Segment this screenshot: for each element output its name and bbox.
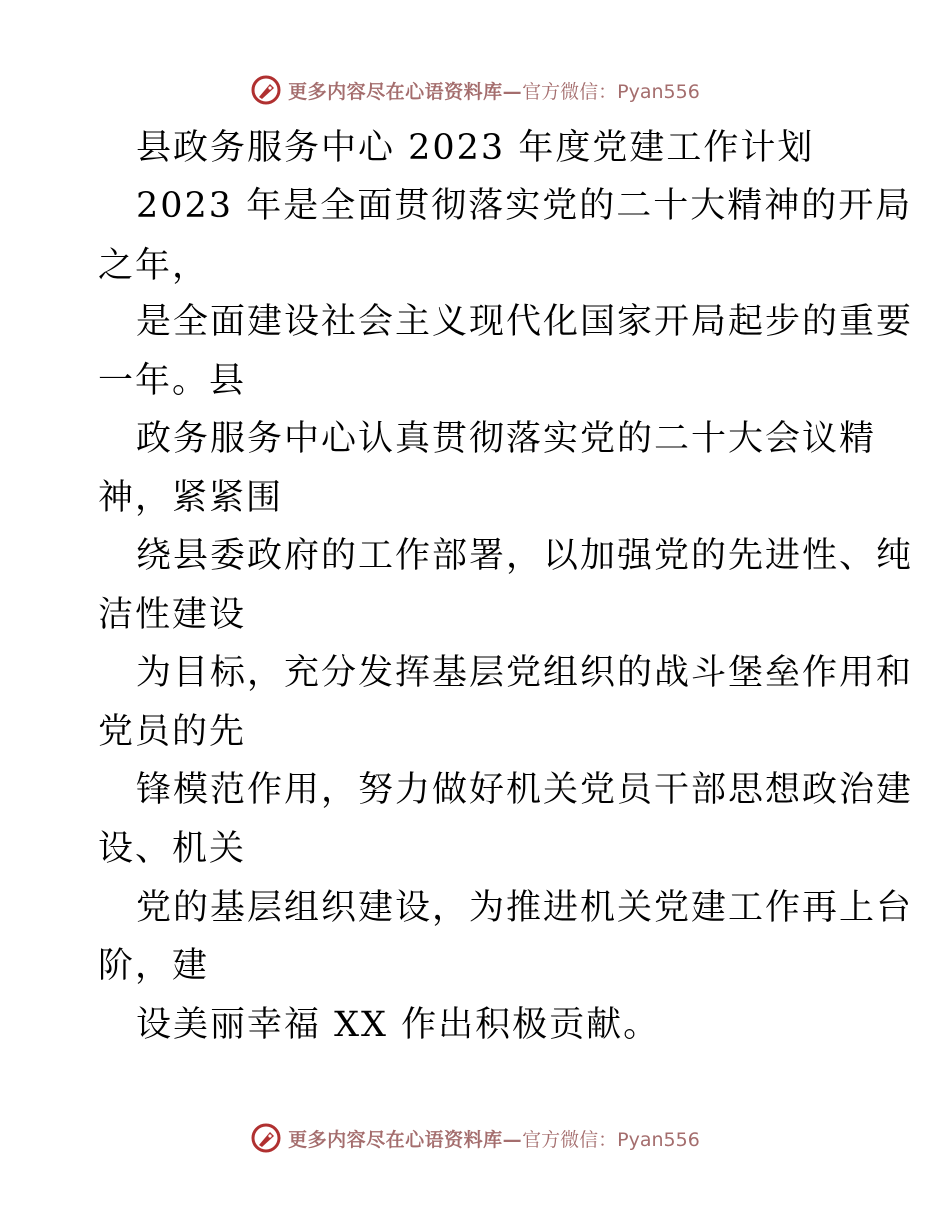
watermark-text: 更多内容尽在心语资料库—: [288, 80, 523, 103]
paragraph-line: 政务服务中心认真贯彻落实党的二十大会议精: [136, 419, 877, 459]
watermark-text: 更多内容尽在心语资料库—: [288, 1128, 523, 1151]
pen-nib-logo-icon: [250, 74, 282, 106]
paragraph-line: 锋模范作用，努力做好机关党员干部思想政治建: [136, 770, 914, 810]
paragraph-line: 一年。县: [98, 361, 247, 401]
header-watermark: [0, 70, 950, 110]
paragraph-line: 是全面建设社会主义现代化国家开局起步的重要: [136, 302, 914, 342]
pen-nib-logo-icon: [250, 1122, 282, 1154]
paragraph-line: 设美丽幸福 XX 作出积极贡献。: [136, 1005, 661, 1045]
paragraph-line: 设、机关: [98, 829, 247, 869]
footer-watermark: [0, 1118, 950, 1158]
paragraph-line: 党的基层组织建设，为推进机关党建工作再上台: [136, 888, 914, 928]
paragraph-line: 阶，建: [98, 946, 210, 986]
paragraph-line: 之年，: [98, 246, 210, 286]
watermark-wechat: 官方微信：Pyan556: [522, 80, 700, 103]
paragraph-line: 2023 年是全面贯彻落实党的二十大精神的开局: [136, 186, 913, 226]
document-title: 县政务服务中心 2023 年度党建工作计划: [136, 128, 815, 168]
watermark-wechat: 官方微信：Pyan556: [522, 1128, 700, 1151]
paragraph-line: 党员的先: [98, 712, 247, 752]
paragraph-line: 神，紧紧围: [98, 478, 284, 518]
paragraph-line: 洁性建设: [98, 595, 247, 635]
paragraph-line: 为目标，充分发挥基层党组织的战斗堡垒作用和: [136, 653, 914, 693]
paragraph-line: 绕县委政府的工作部署，以加强党的先进性、纯: [136, 536, 914, 576]
